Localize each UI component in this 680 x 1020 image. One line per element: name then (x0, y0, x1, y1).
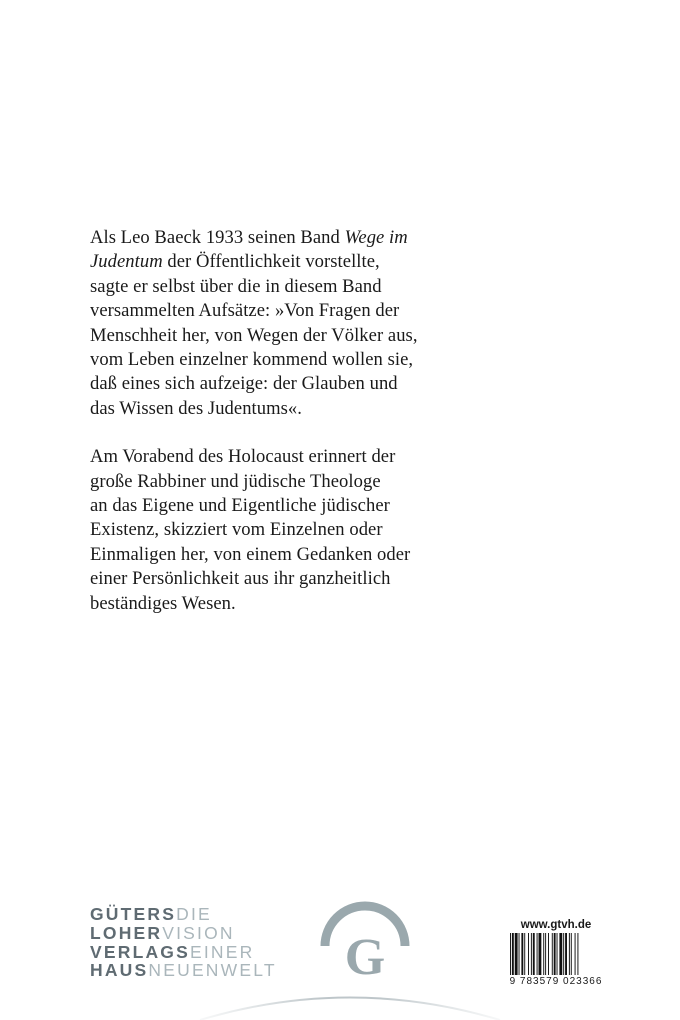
logo-word-light: EINER (190, 941, 255, 962)
book-title-part-1: Wege im (344, 227, 408, 248)
blurb-text: der Öffentlichkeit vorstellte, (162, 251, 380, 273)
logo-word-light: NEUENWELT (148, 960, 277, 981)
publisher-url: www.gtvh.de (520, 919, 592, 931)
blurb-line: große Rabbiner und jüdische Theologe (90, 470, 381, 492)
blurb-line: das Wissen des Judentums«. (90, 397, 302, 419)
publisher-g-emblem-icon (310, 896, 420, 996)
logo-word-dark: LOHER (90, 922, 163, 943)
logo-word-dark: VERLAGS (90, 941, 190, 962)
blurb-line: an das Eigene und Eigentliche jüdischer (90, 495, 390, 517)
blurb-line: Am Vorabend des Holocaust erinnert der (90, 446, 396, 468)
barcode-block (508, 918, 604, 988)
logo-word-dark: HAUS (90, 960, 149, 981)
blurb-line: Menschheit her, von Wegen der Völker aus, (90, 324, 418, 346)
blurb-line: einer Persönlichkeit aus ihr ganzheitlich (90, 568, 391, 590)
blurb-line: Einmaligen her, von einem Gedanken oder (90, 543, 411, 565)
logo-word-light: VISION (162, 922, 235, 943)
logo-word-light: DIE (176, 904, 212, 924)
emblem-letter: G (344, 929, 386, 986)
logo-word-dark: GÜTERS (90, 904, 177, 924)
barcode-icon (508, 933, 604, 975)
blurb-line: daß eines sich aufzeige: der Glauben und (90, 373, 398, 395)
blurb-text: Als Leo Baeck 1933 seinen Band (90, 227, 345, 248)
book-title-part-2: Judentum (90, 251, 163, 273)
blurb-line: vom Leben einzelner kommend wollen sie, (90, 349, 414, 371)
blurb-line: Existenz, skizziert vom Einzelnen oder (90, 519, 383, 541)
blurb-line: versammelten Aufsätze: »Von Fragen der (90, 300, 400, 322)
blurb-line: sagte er selbst über die in diesem Band (90, 275, 382, 297)
blurb-line: beständiges Wesen. (90, 592, 236, 614)
isbn-digits: 9 783579 023366 (509, 976, 603, 987)
